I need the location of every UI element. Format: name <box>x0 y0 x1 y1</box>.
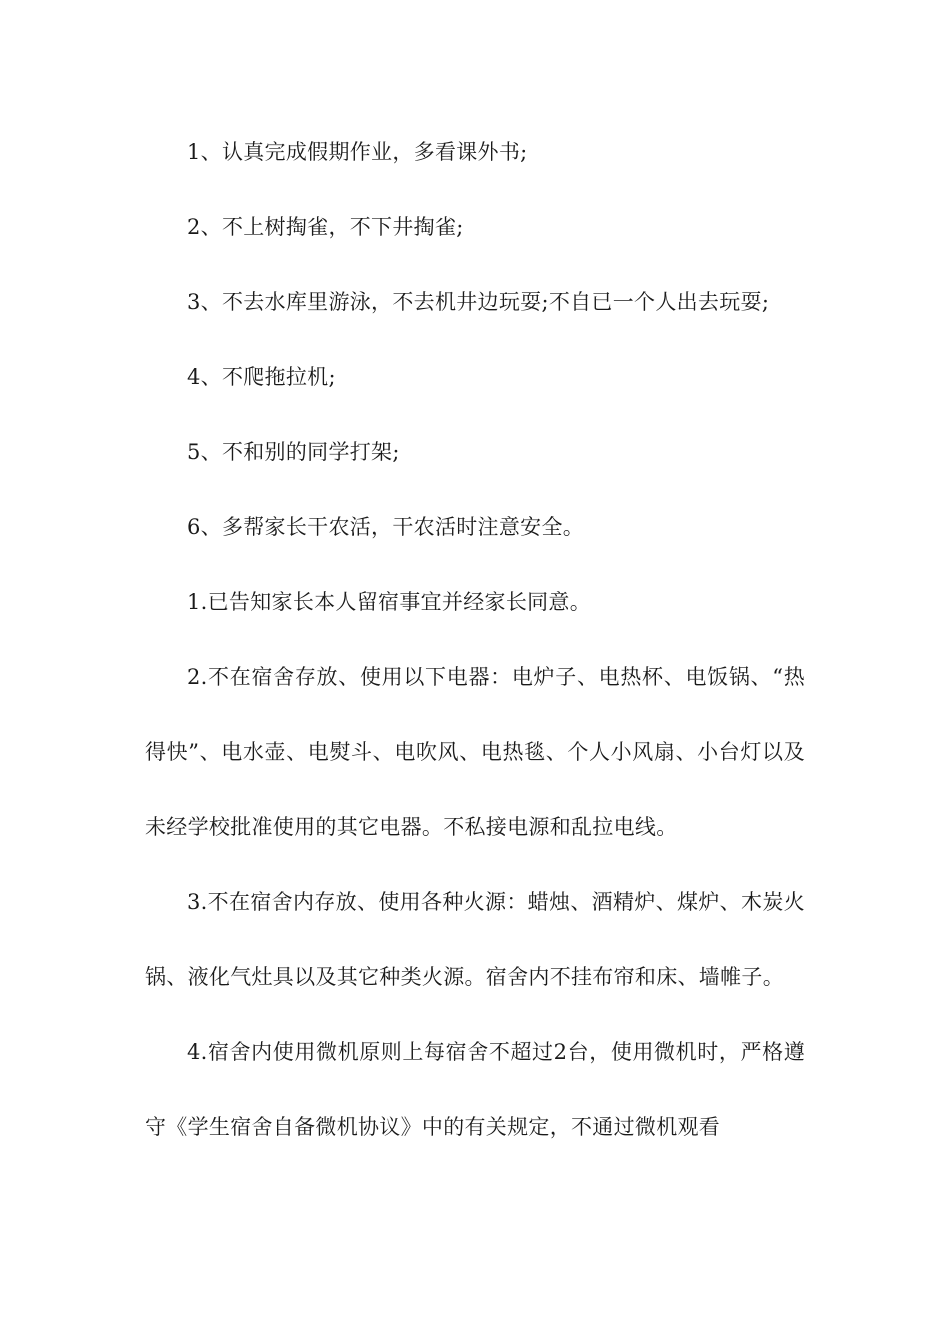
paragraph-9: 3.不在宿舍内存放、使用各种火源：蜡烛、酒精炉、煤炉、木炭火锅、液化气灶具以及其它种类火源。宿舍内不挂布帘和床、墙帷子。 <box>145 890 805 989</box>
paragraph-10: 4.宿舍内使用微机原则上每宿舍不超过2台，使用微机时，严格遵守《学生宿舍自备微机协议》中的有关规定，不通过微机观看 <box>145 1040 805 1139</box>
document-body <box>145 115 805 1165</box>
paragraph-7: 1.已告知家长本人留宿事宜并经家长同意。 <box>187 590 592 614</box>
paragraph-4: 4、不爬拖拉机; <box>187 365 336 389</box>
paragraph-3: 3、不去水库里游泳，不去机井边玩耍;不自已一个人出去玩耍; <box>187 290 770 314</box>
paragraph-1: 1、认真完成假期作业，多看课外书; <box>187 140 528 164</box>
paragraph-5: 5、不和别的同学打架; <box>187 440 400 464</box>
paragraph-2: 2、不上树掏雀，不下井掏雀; <box>187 215 464 239</box>
paragraph-8: 2.不在宿舍存放、使用以下电器：电炉子、电热杯、电饭锅、“热得快”、电水壶、电熨斗、电吹风、电热毯、个人小风扇、小台灯以及未经学校批准使用的其它电器。不私接电源和乱拉电线。 <box>145 665 805 839</box>
paragraph-6: 6、多帮家长干农活，干农活时注意安全。 <box>187 515 585 539</box>
